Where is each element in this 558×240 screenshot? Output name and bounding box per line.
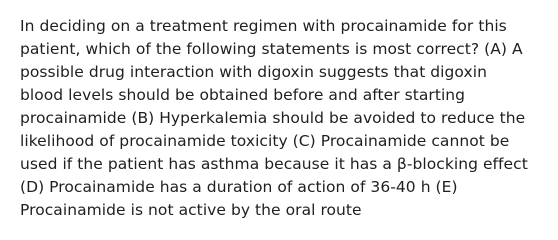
question-text: In deciding on a treatment regimen with procainamide for this patient, which of the following statements is most correct? (A) A possible drug interaction with digoxin suggests that digoxin blood levels should be obtained before and after starting procainamide (B) Hyperkalemia should be avoided to reduce the likelihood of procainamide toxicity (C) Procainamide cannot be used if the patient has asthma because it has a β-blocking effect (D) Procainamide has a duration of action of 36-40 h (E) Procainamide is not active by the oral route — [20, 17, 528, 219]
